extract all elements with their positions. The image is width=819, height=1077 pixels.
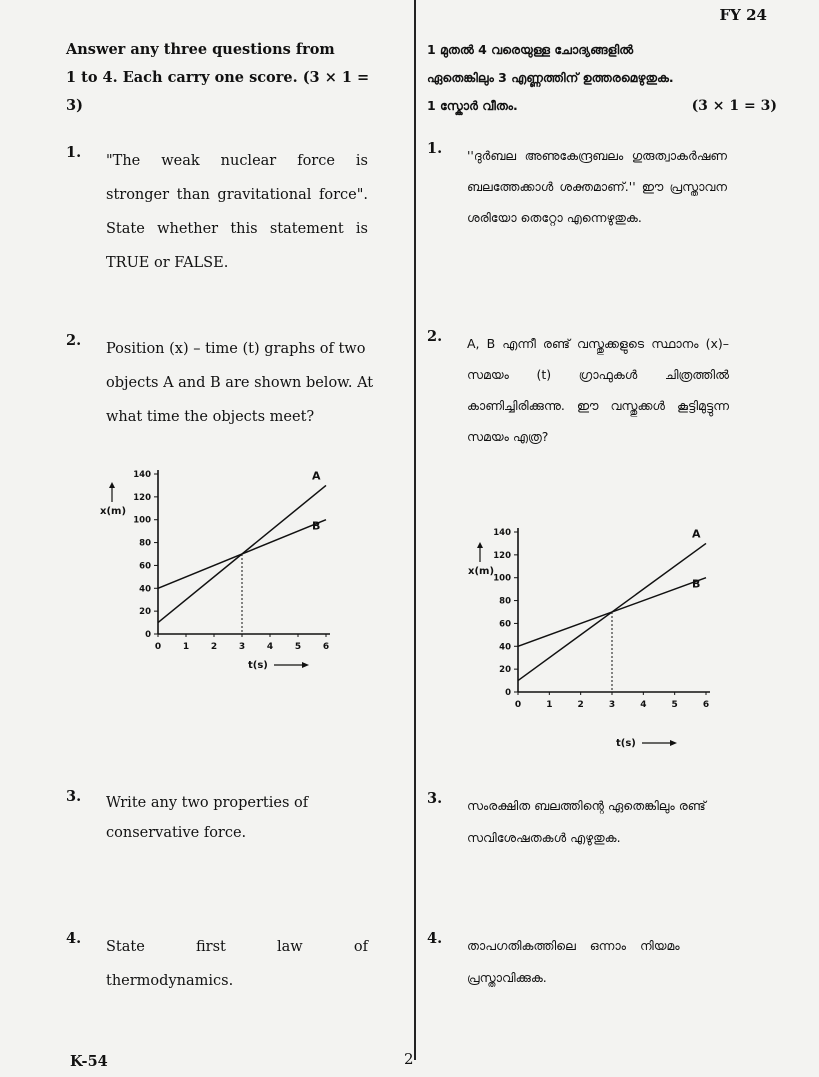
y-tick-label: 80	[139, 538, 151, 549]
y-tick-label: 0	[505, 688, 511, 698]
x-tick-label: 2	[210, 642, 218, 652]
x-tick-label: 2	[577, 700, 584, 710]
question-4-en	[66, 930, 386, 998]
y-tick-label: 20	[139, 607, 151, 618]
paper-code: FY 24	[719, 6, 767, 24]
y-tick-label: 20	[499, 665, 511, 676]
question-text: "The weak nuclear force is stronger than gravitational force". State whether this statement is TRUE or FALSE.	[106, 153, 368, 271]
y-tick-label: 100	[133, 515, 151, 526]
y-axis-label-arrowhead	[477, 542, 483, 548]
series-label-a: A	[312, 469, 321, 483]
y-tick-label: 120	[133, 492, 151, 503]
y-tick-label: 120	[493, 550, 511, 561]
question-number: 4.	[66, 930, 82, 947]
y-tick-label: 60	[499, 619, 511, 630]
x-tick-label: 6	[702, 700, 710, 710]
y-tick-label: 140	[133, 470, 151, 480]
english-column	[66, 36, 384, 120]
question-3-en	[66, 788, 386, 848]
position-time-graph-en	[96, 462, 346, 682]
y-tick-label: 140	[493, 528, 511, 538]
instruction-en-line-1: Answer any three questions from	[66, 41, 335, 58]
x-tick-label: 1	[546, 700, 553, 710]
y-tick-label: 100	[493, 573, 511, 584]
x-axis-label: t(s)	[616, 738, 636, 749]
page-number: 2	[404, 1050, 414, 1068]
question-number: 1.	[66, 144, 82, 161]
question-2-ml	[427, 328, 767, 452]
question-number: 4.	[427, 930, 443, 947]
question-number: 2.	[66, 332, 82, 349]
y-axis-label: x(m)	[100, 506, 127, 517]
x-tick-label: 3	[608, 700, 616, 710]
instructions-ml	[427, 36, 777, 120]
instruction-ml-score: (3 × 1 = 3)	[691, 98, 777, 114]
series-label-b: B	[692, 577, 701, 591]
question-text: Position (x) – time (t) graphs of two objects A and B are shown below. At what time the objects meet?	[106, 341, 374, 425]
y-tick-label: 80	[499, 596, 511, 607]
question-1-en	[66, 144, 386, 280]
position-time-graph-ml	[462, 524, 732, 756]
question-text: A, B എന്നീ രണ്ട് വസ്തുക്കളുടെ സ്ഥാനം (x)– സമയം (t) ഗ്രാഫുകൾ ചിത്രത്തിൽ കാണിച്ചിരിക്കുന്നു. ഈ വസ്തുക്കൾ കൂട്ടിമുട്ടുന്ന സമയം എത്ര?	[467, 336, 729, 444]
question-number: 3.	[66, 788, 82, 805]
x-tick-label: 5	[294, 642, 302, 652]
instruction-ml-line-2: ഏതെങ്കിലും 3 എണ്ണത്തിന് ഉത്തരമെഴുതുക.	[427, 70, 674, 85]
instruction-en-line-2: 1 to 4. Each carry one score. (3 × 1 = 3)	[66, 69, 370, 114]
series-label-a: A	[692, 527, 701, 541]
x-tick-label: 1	[182, 642, 190, 652]
x-tick-label: 4	[640, 700, 647, 710]
question-number: 1.	[427, 140, 443, 157]
question-text: താപഗതികത്തിലെ ഒന്നാം നിയമം പ്രസ്താവിക്കുക.	[467, 938, 680, 985]
malayalam-column	[427, 36, 777, 120]
question-3-ml	[427, 790, 767, 854]
instruction-ml-line-3: 1 സ്കോർ വീതം.	[427, 98, 518, 113]
question-number: 3.	[427, 790, 443, 807]
question-text: State first law of thermodynamics.	[106, 939, 368, 989]
question-text: ''ദുർബല അണുകേന്ദ്രബലം ഗുരുത്വാകർഷണ ബലത്തേക്കാൾ ശക്തമാണ്.'' ഈ പ്രസ്താവന ശരിയോ തെറ്റോ എന്നെഴുതുക.	[467, 148, 727, 225]
x-tick-label: 3	[238, 642, 246, 652]
x-tick-label: 6	[322, 642, 330, 652]
x-axis-label: t(s)	[248, 660, 268, 671]
y-tick-label: 40	[139, 584, 151, 595]
x-axis-label-arrowhead	[302, 662, 309, 668]
footer-code: K-54	[70, 1053, 108, 1070]
y-axis-label: x(m)	[468, 566, 495, 577]
y-tick-label: 0	[145, 630, 151, 640]
question-number: 2.	[427, 328, 443, 345]
instruction-ml-line-1: 1 മുതൽ 4 വരെയുള്ള ചോദ്യങ്ങളിൽ	[427, 42, 634, 57]
question-text: Write any two properties of conservative force.	[106, 795, 309, 841]
y-tick-label: 40	[499, 642, 511, 653]
question-1-ml	[427, 140, 757, 233]
x-tick-label: 0	[154, 642, 162, 652]
instructions-en	[66, 36, 384, 120]
x-axis-label-arrowhead	[670, 740, 677, 746]
x-tick-label: 5	[671, 700, 678, 710]
question-text: സംരക്ഷിത ബലത്തിന്റെ ഏതെങ്കിലും രണ്ട് സവിശേഷതകൾ എഴുതുക.	[467, 798, 706, 845]
question-4-ml	[427, 930, 767, 994]
column-divider	[414, 0, 416, 1060]
y-axis-label-arrowhead	[109, 482, 115, 488]
question-2-en	[66, 332, 386, 434]
x-tick-label: 4	[266, 642, 274, 652]
x-tick-label: 0	[514, 700, 522, 710]
y-tick-label: 60	[139, 561, 151, 572]
series-label-b: B	[312, 519, 321, 533]
instruction-ml-score-line	[427, 92, 777, 120]
